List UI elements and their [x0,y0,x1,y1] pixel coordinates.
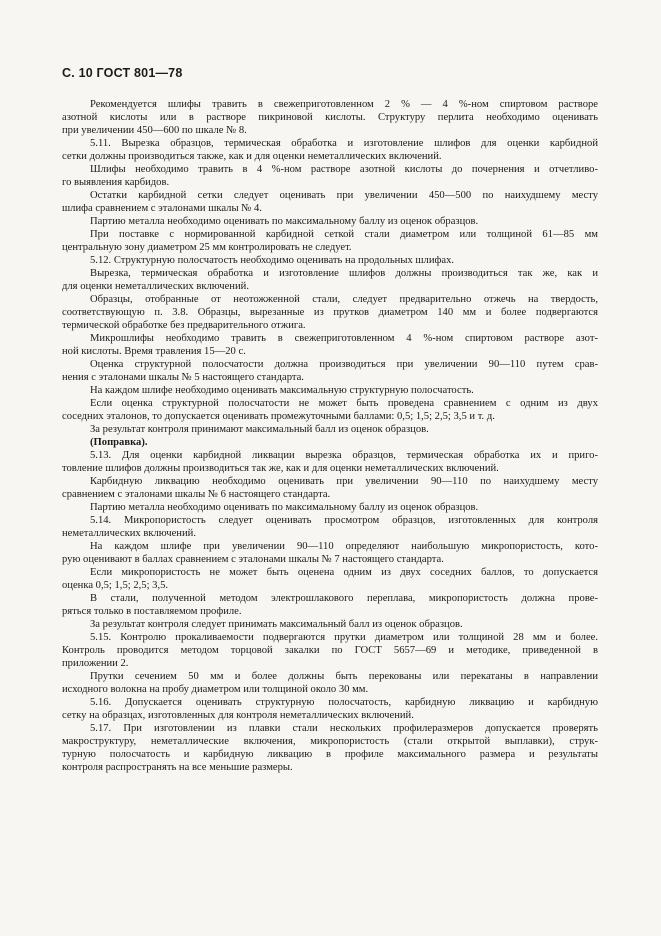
text-line: макроструктуру, неметаллические включения, микропористость (стали открытой выплавки), струк- [62,736,598,747]
text-line: 5.15. Контролю прокаливаемости подвергаются прутки диаметром или толщиной 28 мм и более. [90,632,598,643]
text-line: исходного волокна на пробу диаметром или толщиной около 30 мм. [62,684,369,695]
text-line: 5.11. Вырезка образцов, термическая обработка и изготовление шлифов для оценки карбидной [90,138,598,149]
text-line: Образцы, отобранные от неотожженной стали, следует предварительно отжечь на твердость, [90,294,598,305]
text-line: Прутки сечением 50 мм и более должны быть перекованы или перекатаны в направлении [90,671,598,682]
text-line: нения с эталонами шкалы № 5 настоящего стандарта. [62,372,304,383]
text-line: 5.13. Для оценки карбидной ликвации вырезка образцов, термическая обработка их и приго- [90,450,598,461]
paragraph [62,696,598,722]
page-header: С. 10 ГОСТ 801—78 [62,66,183,80]
paragraph [62,631,598,670]
text-line: сравнением с эталонами шкалы № 6 настоящего стандарта. [62,489,331,500]
text-line: 5.16. Допускается оценивать структурную полосчатость, карбидную ликвацию и карбидную [90,697,598,708]
text-line: сетку на образцах, изготовленных для контроля неметаллических включений. [62,710,414,721]
text-line: неметаллических включений. [62,528,196,539]
text-line: контроля распространять на все меньшие размеры. [62,762,293,773]
text-line: 5.17. При изготовлении из плавки стали нескольких профилеразмеров допускается проверять [90,723,598,734]
paragraph [62,449,598,475]
paragraph [62,293,598,332]
text-line: оценка 0,5; 1,5; 2,5; 3,5. [62,580,169,591]
document-body [62,98,598,774]
paragraph [90,254,598,267]
paragraph [90,384,598,397]
text-line: При поставке с нормированной карбидной сеткой стали диаметром или толщиной 61—85 мм [90,229,598,240]
text-line: азотной кислоты или в растворе пикриновой кислоты. Структуру перлита необходимо оценивать [62,112,598,123]
text-line: Партию металла необходимо оценивать по максимальному баллу из оценок образцов. [90,216,479,227]
text-line: Контроль проводится методом торцовой закалки по ГОСТ 5657—69 и методике, приведенной в [62,645,598,656]
text-line: Вырезка, термическая обработка и изготовление шлифов должны производиться так же, как и [90,268,598,279]
paragraph [90,423,598,436]
paragraph [62,332,598,358]
text-line: Карбидную ликвацию необходимо оценивать при увеличении 90—110 по наихудшему месту [90,476,598,487]
text-line: при увеличении 450—600 по шкале № 8. [62,125,247,136]
paragraph [62,722,598,774]
text-line: рую оценивают в баллах сравнением с эталонами шкалы № 7 настоящего стандарта. [62,554,444,565]
text-line: соседних эталонов, то допускается оценивать промежуточными баллами: 0,5; 1,5; 2,5; 3,5 и т. д. [62,411,495,422]
text-line: Партию металла необходимо оценивать по максимальному баллу из оценок образцов. [90,502,479,513]
paragraph [62,189,598,215]
paragraph [62,137,598,163]
text-line: товление шлифов должны производиться так же, как и для оценки неметаллических включений. [62,463,499,474]
text-line: (Поправка). [90,437,148,448]
text-line: На каждом шлифе при увеличении 90—110 определяют наибольшую микропористость, кото- [90,541,598,552]
paragraph [90,215,598,228]
text-line: шлифа сравнением с эталонами шкалы № 4. [62,203,262,214]
text-line: Оценка структурной полосчатости должна производиться при увеличении 90—110 путем срав- [90,359,598,370]
text-line: За результат контроля следует принимать максимальный балл из оценок образцов. [90,619,463,630]
text-line: турную полосчатость и карбидную ликвацию в профиле максимального размера и результаты [62,749,598,760]
text-line: го выявления карбидов. [62,177,170,188]
text-line: Если оценка структурной полосчатости не может быть проведена сравнением с одним из двух [90,398,598,409]
paragraph [62,670,598,696]
text-line: соответствующую п. 3.8. Образцы, вырезанные из прутков диаметром 140 мм и более подвергаются [62,307,598,318]
text-line: В стали, полученной методом электрошлакового переплава, микропористость должна прове- [90,593,598,604]
paragraph [62,228,598,254]
paragraph [62,397,598,423]
text-line: центральную зону диаметром 25 мм контролировать не следует. [62,242,352,253]
paragraph [90,618,598,631]
text-line: ряться только в поставляемом профиле. [62,606,242,617]
paragraph [62,592,598,618]
text-line: приложении 2. [62,658,129,669]
paragraph [62,514,598,540]
text-line: 5.12. Структурную полосчатость необходимо оценивать на продольных шлифах. [90,255,455,266]
text-line: сетки должны производиться также, как и для оценки неметаллических включений. [62,151,442,162]
paragraph [62,566,598,592]
paragraph [90,501,598,514]
paragraph [62,267,598,293]
text-line: для оценки неметаллических включений. [62,281,249,292]
text-line: Шлифы необходимо травить в 4 %-ном растворе азотной кислоты до почернения и отчетливо- [90,164,598,175]
text-line: термической обработке без предварительного отжига. [62,320,306,331]
text-line: Рекомендуется шлифы травить в свежеприготовленном 2 % — 4 %-ном спиртовом растворе [90,99,598,110]
paragraph [90,436,598,449]
text-line: Если микропористость не может быть оценена одним из двух соседних баллов, то допускается [90,567,598,578]
text-line: Остатки карбидной сетки следует оценивать при увеличении 450—500 по наихудшему месту [90,190,598,201]
paragraph [62,163,598,189]
text-line: На каждом шлифе необходимо оценивать максимальную структурную полосчатость. [90,385,474,396]
text-line: 5.14. Микропористость следует оценивать просмотром образцов, изготовленных для контроля [90,515,598,526]
text-line: ной кислоты. Время травления 15—20 с. [62,346,246,357]
text-line: Микрошлифы необходимо травить в свежеприготовленном 4 %-ном спиртовом растворе азот- [90,333,598,344]
paragraph [62,475,598,501]
text-line: За результат контроля принимают максимальный балл из оценок образцов. [90,424,429,435]
paragraph [62,540,598,566]
paragraph [62,358,598,384]
paragraph [62,98,598,137]
